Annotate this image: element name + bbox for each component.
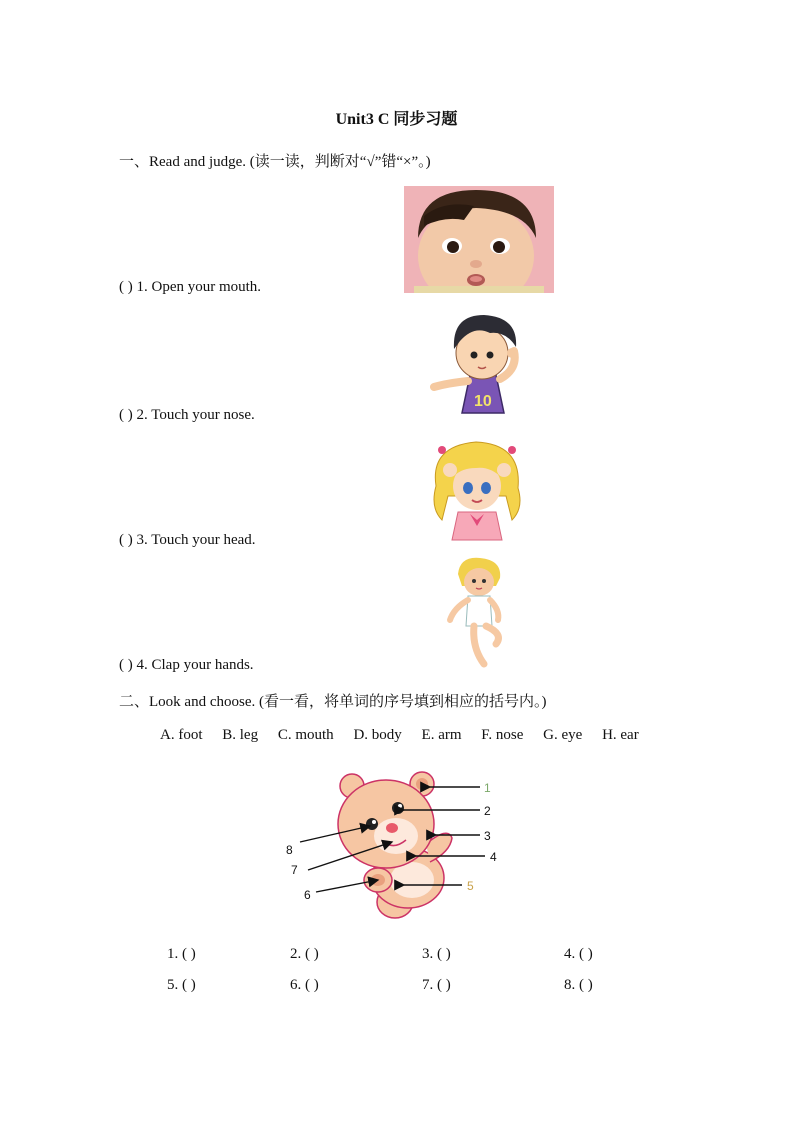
option-c: C. mouth [277, 727, 334, 743]
question-4: ( ) 4. Clap your hands. [119, 657, 254, 673]
question-2: ( ) 2. Touch your nose. [119, 407, 255, 423]
diagram-label-6: 6 [304, 888, 311, 902]
answer-7: 7. ( ) [422, 977, 451, 993]
option-d: D. body [353, 727, 402, 743]
option-b: B. leg [222, 727, 259, 743]
option-e: E. arm [421, 727, 462, 743]
diagram-label-2: 2 [484, 804, 491, 818]
baby-raising-leg-illustration [446, 556, 510, 672]
answer-6: 6. ( ) [290, 977, 319, 993]
answer-3: 3. ( ) [422, 946, 451, 962]
boy-touching-ear-illustration [430, 311, 528, 421]
answer-2: 2. ( ) [290, 946, 319, 962]
diagram-label-5: 5 [467, 879, 474, 893]
option-g: G. eye [543, 727, 583, 743]
word-options [160, 727, 655, 744]
question-1: ( ) 1. Open your mouth. [119, 279, 262, 295]
option-a: A. foot [160, 727, 203, 743]
baby-face-photo [404, 186, 554, 293]
svg-text:10: 10 [474, 393, 492, 410]
diagram-label-4: 4 [490, 850, 497, 864]
diagram-label-1: 1 [484, 781, 491, 795]
section1-heading: 一、Read and judge. (读一读，判断对“√”错“×”。) [119, 154, 431, 170]
diagram-label-3: 3 [484, 829, 491, 843]
section2-heading: 二、Look and choose. (看一看，将单词的序号填到相应的括号内。) [119, 694, 547, 710]
diagram-label-7: 7 [291, 863, 298, 877]
bear-diagram [280, 768, 510, 928]
answer-1: 1. ( ) [167, 946, 196, 962]
option-f: F. nose [481, 727, 524, 743]
question-3: ( ) 3. Touch your head. [119, 532, 256, 548]
bear-illustration [338, 772, 452, 918]
answer-8: 8. ( ) [564, 977, 593, 993]
girl-touching-head-illustration [430, 436, 525, 546]
page-title: Unit3 C 同步习题 [335, 111, 458, 128]
answer-5: 5. ( ) [167, 977, 196, 993]
diagram-label-8: 8 [286, 843, 293, 857]
option-h: H. ear [602, 727, 639, 743]
answer-4: 4. ( ) [564, 946, 593, 962]
